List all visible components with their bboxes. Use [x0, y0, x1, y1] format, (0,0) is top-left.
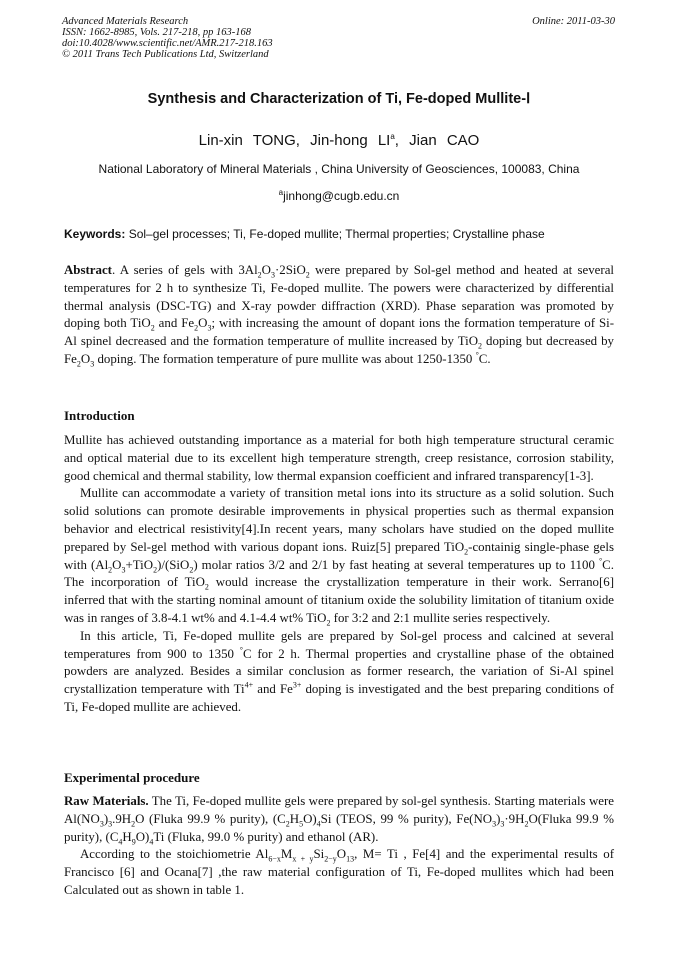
author-2-comma: ,: [394, 132, 399, 149]
subscript: 6−x: [268, 854, 281, 864]
intro-text: doping is investigated and the best preparing conditions of Ti, Fe-doped mullite are achieved.: [64, 682, 614, 714]
subscript: 3: [207, 323, 212, 333]
abstract: [64, 262, 614, 369]
raw-materials-label: Raw Materials.: [64, 794, 149, 808]
subscript: 2: [194, 323, 199, 333]
subscript: 2−y: [324, 854, 337, 864]
subscript: 13: [346, 854, 355, 864]
subscript: 3: [270, 270, 275, 280]
exp-text: ·9H: [504, 811, 525, 826]
email-address[interactable]: jinhong@cugb.edu.cn: [283, 189, 400, 203]
abstract-paragraph: [64, 262, 614, 369]
subscript: 2: [150, 323, 155, 333]
subscript: 2: [524, 819, 529, 829]
journal-header: [62, 16, 273, 60]
abstract-text: doping but decreased by Fe: [64, 334, 614, 366]
introduction-body: [64, 432, 614, 717]
experimental-heading: Experimental procedure: [64, 770, 200, 785]
subscript: 3: [500, 819, 505, 829]
subscript: 4: [149, 837, 154, 847]
intro-text: C for 2 h. Thermal properties and crystalline phase of the obtained powders are analyzed. Besides a similar conclusion as former research, the variation of Si-Al spinel crystallization temperature with Ti: [64, 646, 614, 697]
exp-text: O): [135, 829, 150, 844]
subscript: 3: [108, 819, 113, 829]
exp-text: O(Fluka 99.9 % purity), (C: [64, 811, 614, 844]
author-2-name: Jin-hong LI: [310, 132, 391, 149]
intro-text: C. The incorporation of TiO: [64, 557, 614, 590]
abstract-text: were prepared by Sol-gel method and heated at several temperatures for 2 h to synthesize Ti, Fe-doped mullite. The powers were characterized by differential thermal analysis (DSC-TG) and X-ray powder diffraction (XRD). Phase separation was promoted by doping both TiO: [64, 263, 614, 331]
doi-line: doi:10.4028/www.scientific.net/AMR.217-218.163: [62, 38, 273, 49]
subscript: 2: [257, 270, 262, 280]
subscript: 9: [131, 837, 136, 847]
exp-text: Si: [313, 847, 325, 862]
subscript: 3: [99, 819, 104, 829]
exp-text: M: [280, 847, 293, 862]
exp-text: Ti (Fluka, 99.0 % purity) and ethanol (AR).: [153, 829, 379, 844]
superscript: 4+: [244, 680, 254, 690]
email-affil-mark: a: [278, 188, 284, 197]
subscript: 3: [492, 819, 497, 829]
author-3: Jian CAO: [409, 132, 480, 149]
abstract-text: O: [80, 351, 91, 366]
abstract-text: O: [261, 263, 271, 277]
issn-line: ISSN: 1662-8985, Vols. 217-218, pp 163-168: [62, 27, 251, 38]
exp-text: O): [303, 811, 317, 826]
introduction-heading: Introduction: [64, 408, 135, 423]
keywords-label: Keywords:: [64, 227, 126, 241]
intro-text: O: [112, 557, 122, 572]
subscript: 2: [189, 565, 194, 575]
author-list: [0, 132, 678, 149]
subscript: 4: [118, 837, 123, 847]
exp-paragraph-1: [64, 793, 614, 846]
intro-text: for 3:2 and 2:1 mullite series respectively.: [330, 610, 551, 625]
exp-text: H: [122, 829, 132, 844]
intro-text: and Fe: [253, 682, 293, 697]
intro-text: ) molar ratios 3/2 and 2/1 by fast heating at several temperatures up to 1100: [193, 557, 599, 572]
subscript: 2: [131, 819, 136, 829]
exp-text: According to the stoichiometrie Al: [80, 847, 269, 862]
intro-paragraph-1: Mullite has achieved outstanding importance as a material for both high temperature structural ceramic and optical material due to its excellent high temperature strength, creep resistance, corrosion stability, good chemical and thermal stability, low thermal expansion coefficient and infrared transparency[1-3].: [64, 433, 614, 483]
exp-paragraph-2: [64, 846, 614, 899]
intro-text: +TiO: [125, 557, 154, 572]
exp-text: O (Fluka 99.9 % purity), (C: [135, 811, 286, 826]
subscript: 2: [153, 565, 158, 575]
online-date: Online: 2011-03-30: [532, 16, 615, 27]
intro-paragraph-3: [64, 628, 614, 717]
author-2-affil-mark: a: [390, 132, 395, 141]
subscript: x + y: [292, 854, 314, 864]
intro-text: Mullite can accommodate a variety of transition metal ions into its structure as a solid solution. Such solid solutions can promote desirable improvements in physical properties such as thermal expansion behavior and electrical resistivity[4].In recent years, many scholars have studied on the doped mullite prepared by Sel-gel method with various dopant ions. Ruiz[5] prepared TiO: [64, 486, 614, 554]
subscript: 2: [108, 565, 113, 575]
exp-text: O: [336, 847, 347, 862]
abstract-text: and Fe: [154, 316, 195, 331]
abstract-text: . A series of gels with 3Al: [111, 263, 258, 277]
author-2: [310, 132, 399, 149]
exp-text: Si (TEOS, 99 % purity), Fe(NO: [320, 811, 493, 826]
paper-title: Synthesis and Characterization of Ti, Fe-doped Mullite-Ⅰ: [147, 91, 531, 107]
subscript: 3: [90, 359, 95, 369]
abstract-text: doping. The formation temperature of pure mullite was about 1250-1350: [94, 351, 476, 366]
abstract-text: C.: [478, 351, 491, 366]
intro-text: -containig single-phase gels with (Al: [64, 539, 614, 572]
subscript: 2: [478, 341, 483, 351]
keywords: [64, 227, 616, 241]
exp-text: , M= Ti , Fe[4] and the experimental results of Francisco [6] and Ocana[7] ,the raw material configuration of Ti, Fe-doped mullites which had been Calculated out as shown in table 1.: [64, 847, 614, 897]
subscript: 2: [76, 359, 81, 369]
affiliation: National Laboratory of Mineral Materials , China University of Geosciences, 100083, China: [98, 162, 580, 176]
email-line: [0, 189, 678, 203]
intro-paragraph-2: [64, 485, 614, 627]
abstract-text: O: [198, 316, 208, 331]
superscript: 3+: [292, 680, 302, 690]
author-1: Lin-xin TONG,: [198, 132, 300, 149]
intro-text: would increase the crystallization temperature in their work. Serrano[6] inferred that with the starting nominal amount of titanium oxide the solubility limitation of titanium oxide was in ranges of 3.8-4.1 wt% and 4.1-4.4 wt% TiO: [64, 575, 614, 625]
subscript: 3: [121, 565, 126, 575]
subscript: 2: [305, 270, 310, 280]
copyright-line: © 2011 Trans Tech Publications Ltd, Switzerland: [62, 49, 269, 60]
subscript: 2: [326, 618, 331, 628]
keywords-text: Sol–gel processes; Ti, Fe-doped mullite; Thermal properties; Crystalline phase: [128, 227, 545, 241]
subscript: 5: [299, 819, 304, 829]
exp-text: The Ti, Fe-doped mullite gels were prepared by sol-gel synthesis. Starting materials were Al(NO: [64, 794, 614, 826]
abstract-text: ·2SiO: [274, 263, 306, 277]
degree-mark: °: [239, 645, 243, 655]
subscript: 2: [204, 582, 209, 592]
abstract-text: ; with increasing the amount of dopant ions the formation temperature of Si-Al spinel decreased and the formation temperature of mullite increased by TiO: [64, 316, 615, 349]
exp-text: ): [103, 811, 109, 826]
subscript: 2: [285, 819, 290, 829]
exp-text: ): [496, 811, 501, 826]
subscript: 2: [464, 547, 469, 557]
journal-name: Advanced Materials Research: [62, 16, 189, 27]
intro-text: )/(SiO: [157, 557, 190, 572]
degree-mark: °: [475, 350, 479, 360]
abstract-label: Abstract: [64, 263, 112, 277]
exp-text: .9H: [112, 811, 132, 826]
exp-text: H: [289, 811, 300, 826]
subscript: 4: [316, 819, 321, 829]
experimental-body: [64, 793, 614, 900]
intro-text: In this article, Ti, Fe-doped mullite gels are prepared by Sol-gel process and calcined at several temperatures from 900 to 1350: [64, 628, 614, 661]
degree-mark: °: [598, 556, 603, 566]
